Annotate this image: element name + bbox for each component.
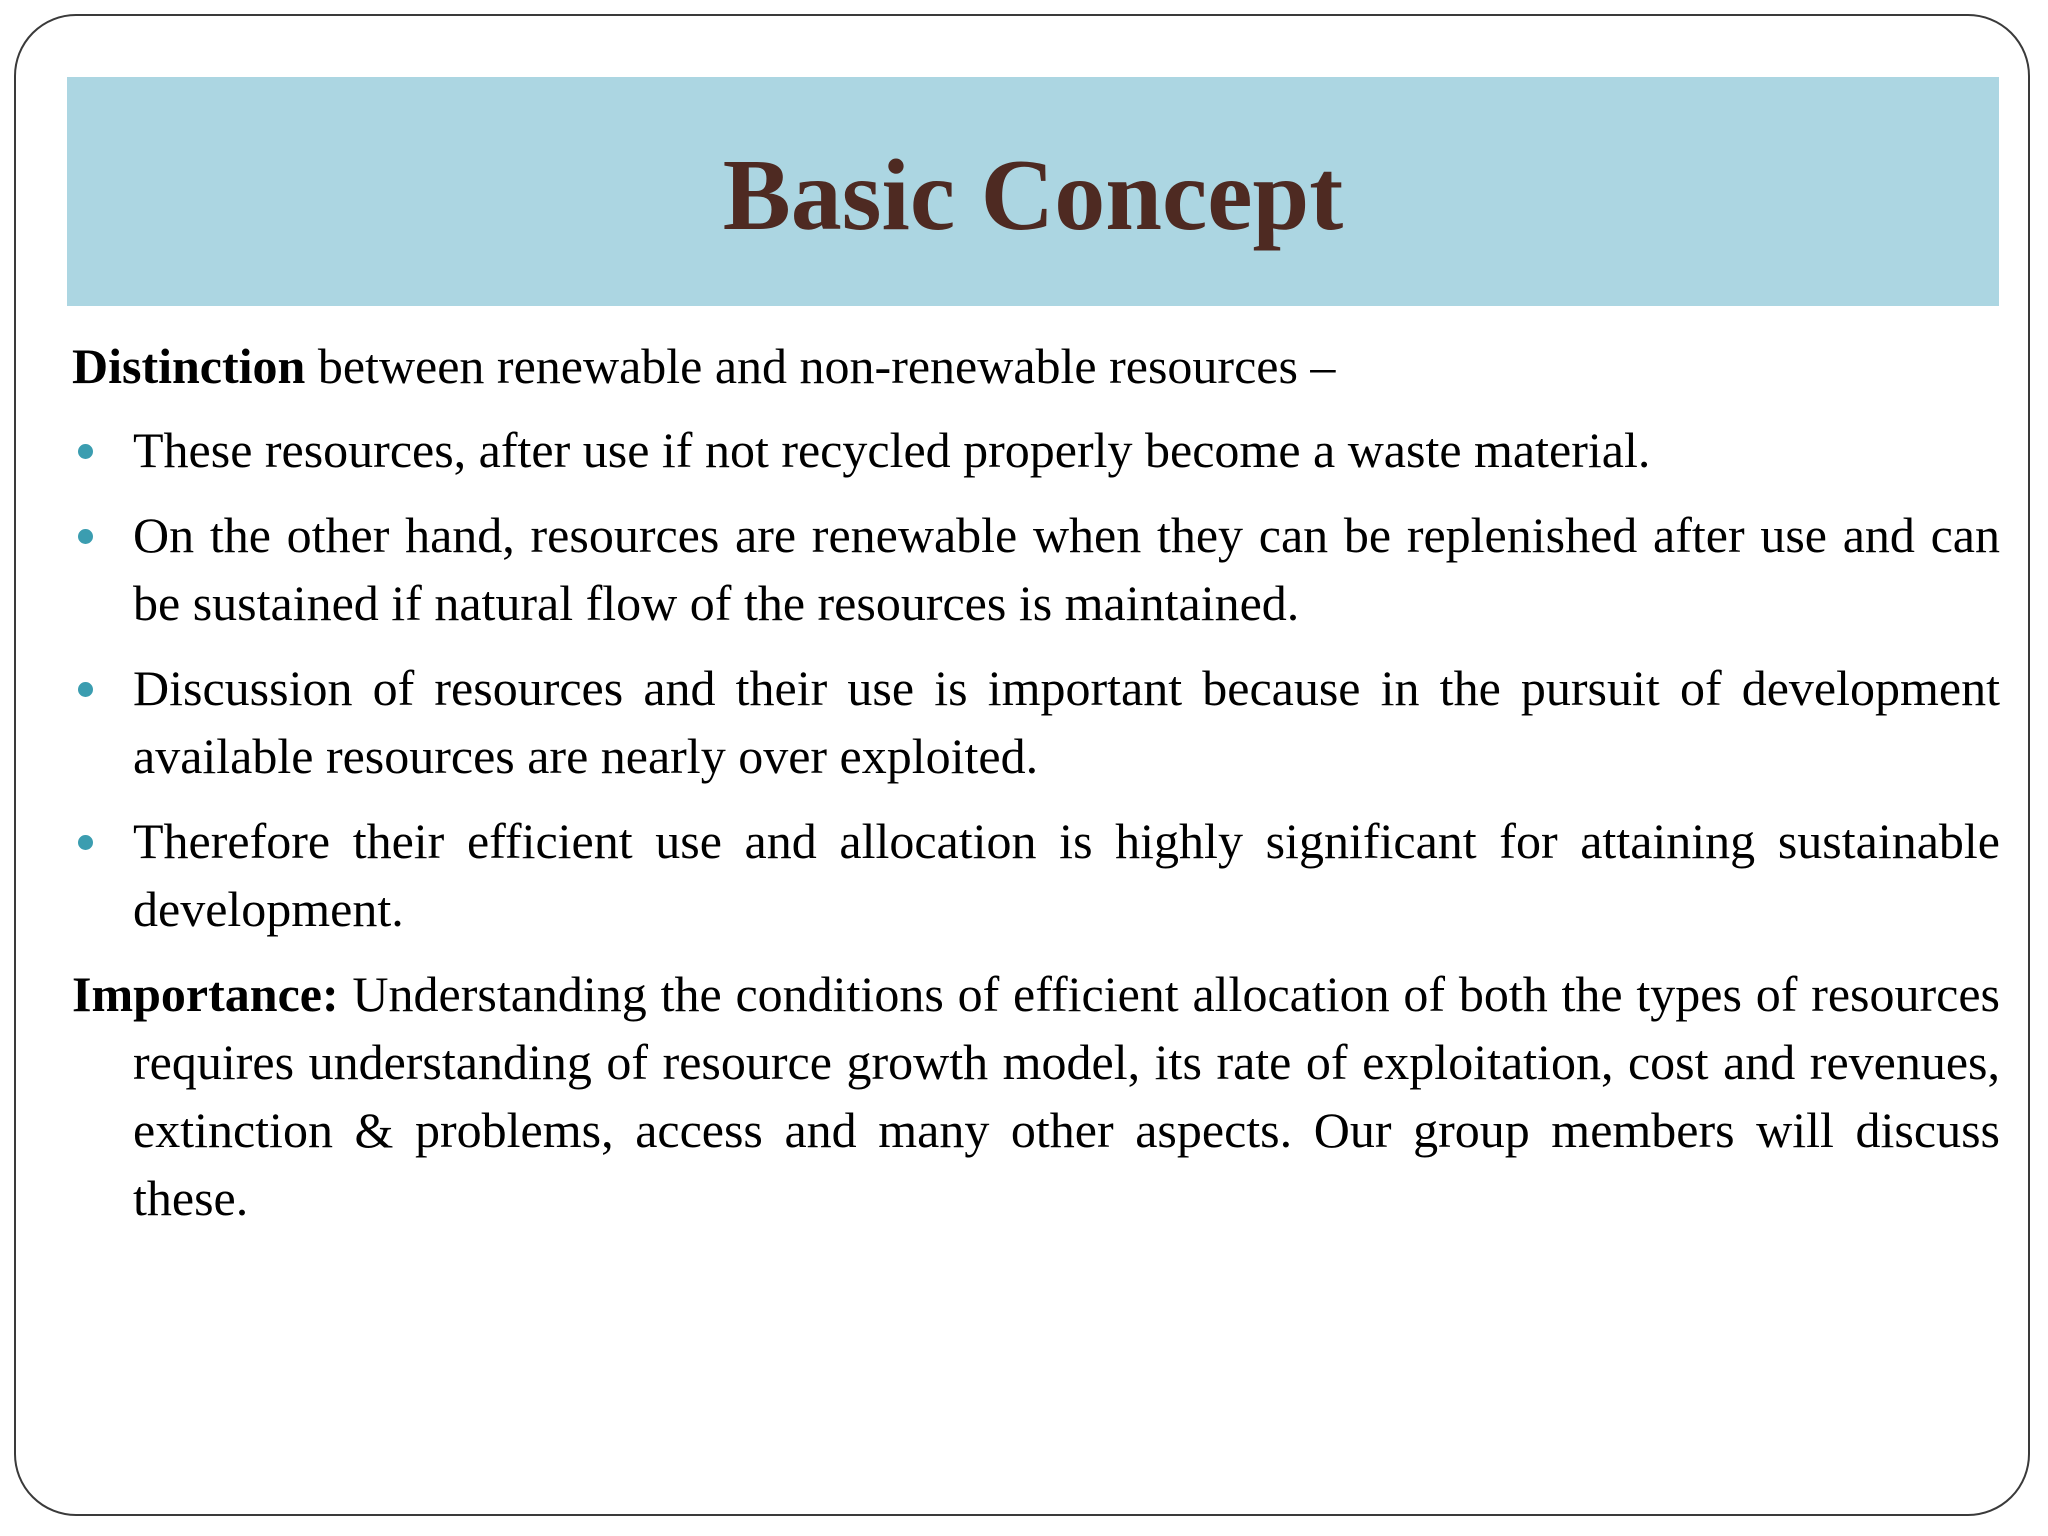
bullet-item [72,654,2000,790]
title-band [67,77,1999,306]
bullet-item [72,807,2000,943]
bullet-list [72,416,2000,943]
importance-text: Understanding the conditions of efficient allocation of both the types of resources requires understanding of resource growth model, its rate of exploitation, cost and revenues, extinction & problems, access and many other aspects. Our group members will discuss these. [133,966,2000,1226]
bullet-text: Therefore their efficient use and allocation is highly significant for attaining sustainable development. [133,813,2000,937]
bullet-dot-icon [78,529,93,544]
slide-title: Basic Concept [722,139,1344,252]
bullet-dot-icon [78,682,93,697]
bullet-item [72,501,2000,637]
importance-paragraph [72,960,2000,1232]
distinction-text: between renewable and non-renewable resources – [305,338,1336,394]
slide-frame [14,14,2030,1516]
bullet-text: On the other hand, resources are renewable when they can be replenished after use and can be sustained if natural flow of the resources is maintained. [133,507,2000,631]
importance-lead: Importance: [72,966,339,1022]
bullet-item [72,416,2000,484]
bullet-dot-icon [78,835,93,850]
bullet-text: Discussion of resources and their use is important because in the pursuit of development available resources are nearly over exploited. [133,660,2000,784]
bullet-text: These resources, after use if not recycled properly become a waste material. [133,422,1651,478]
bullet-dot-icon [78,444,93,459]
distinction-paragraph [72,332,2000,400]
slide-body [72,332,2000,1232]
distinction-lead: Distinction [72,338,306,394]
